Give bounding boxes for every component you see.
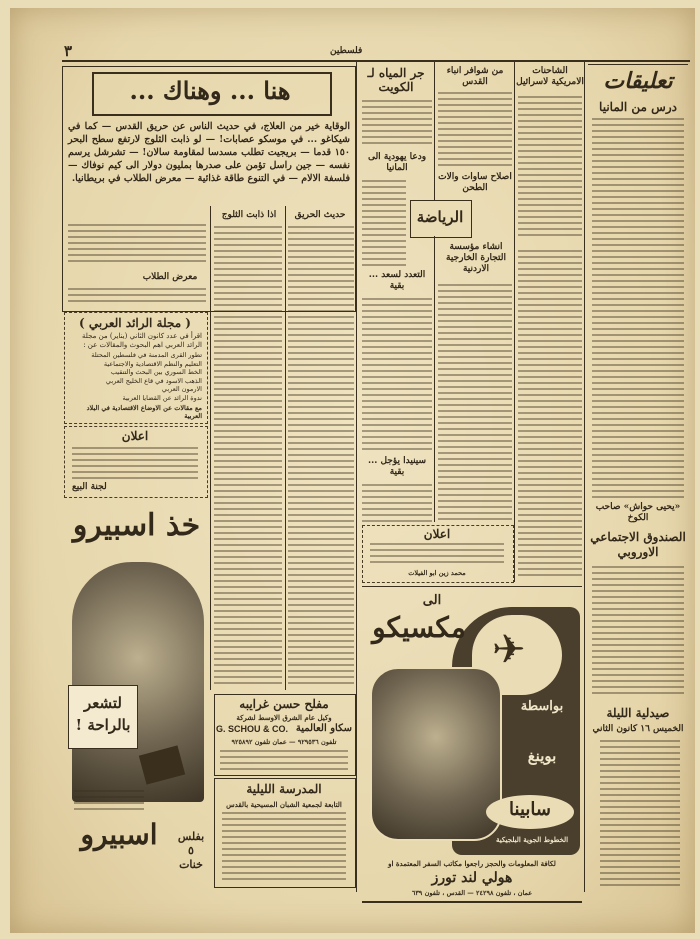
raed-item: الارمون العربي	[161, 385, 202, 393]
body-text	[592, 118, 684, 498]
body-text	[600, 740, 680, 890]
aspro-brand: اسبيرو	[80, 818, 158, 851]
pharmacy-title: صيدلية الليلة	[606, 706, 670, 720]
article-title: درس من المانيا	[599, 100, 677, 114]
masthead-title: فلسطين	[330, 46, 363, 56]
masthead-rule	[62, 60, 690, 62]
body-text	[72, 447, 198, 479]
aspro-slogan: لتشعر بالراحة !	[75, 694, 131, 734]
schou-company-row	[216, 723, 352, 734]
center-notice-signature: محمد زين ابو الفيلات	[408, 569, 466, 577]
body-text	[214, 226, 282, 686]
mexico-sabena-ad	[362, 586, 582, 903]
schou-subtitle: وكيل عام الشرق الاوسط لشركة	[236, 713, 332, 722]
body-text	[288, 226, 354, 686]
cinema-headline: سينيدا يؤجل ... بقية	[367, 456, 427, 477]
body-text	[68, 288, 206, 306]
column-rule	[434, 62, 435, 200]
jewess-headline: ودعا يهودية الى المانيا	[367, 152, 427, 173]
schou-company-en: G. SCHOU & CO.	[216, 723, 289, 734]
aircraft-label: بوينغ	[527, 747, 557, 765]
comments-section-title: تعليقات	[603, 68, 673, 94]
center-notice-title: اعلان	[423, 527, 451, 541]
body-text	[68, 224, 206, 266]
sports-headline: الرياضة	[416, 208, 464, 226]
quds-headline: من شوافر انباء القدس	[446, 66, 504, 87]
woman-hat-photo	[370, 667, 502, 841]
body-text	[370, 543, 504, 567]
column-rule	[210, 206, 211, 690]
body-text	[222, 812, 346, 880]
body-text	[362, 100, 432, 148]
airline-name: سابينا	[509, 799, 551, 820]
body-text	[74, 790, 144, 812]
subhead: معرض الطلاب	[142, 272, 198, 282]
body-text	[592, 566, 684, 696]
multi-headline: التعدد لسعد ... بقية	[368, 270, 426, 291]
column-rule	[434, 236, 435, 522]
trucks-headline: الشاحنات الامريكية لاسرائيل	[516, 66, 584, 87]
raed-title: ( مجلة الرائد العربي )	[79, 316, 191, 330]
destination: مكسيكو	[372, 611, 466, 644]
body-text	[362, 484, 432, 522]
column-rule	[356, 62, 357, 892]
raed-intro: اقرأ في عدد كانون الثاني (يناير) من مجلة الرائد العربي اهم البحوث والمقالات عن :	[82, 332, 202, 349]
column-rule	[285, 206, 286, 690]
fund-title: الصندوق الاجتماعي الاوروبي	[590, 530, 686, 559]
summary-text: الوقاية خير من العلاج، في حديث الناس عن حريق القدس — كما في شيكاغو ... في موسكو عصابات! — لو ذابت الثلوج لارتفع سطح البحر ١٥٠ قدما — بريجيت تطلب مسدسا لمقاومة سالان! — تشرشل يرسم نفسه — جين راسل تؤمن على صدرها بمليون دولار الى كيم نوفاك — فلسفة الالام — في التنوع طاقة غذائية — معرض الطلاب في بريطانيا.	[68, 121, 350, 184]
column-rule	[514, 62, 515, 582]
body-text	[438, 284, 512, 522]
body-text	[220, 750, 348, 770]
aspro-headline: خذ اسبيرو	[72, 508, 201, 543]
night-school-subtitle: التابعة لجمعية الشبان المسيحية بالقدس	[226, 800, 342, 809]
to-label: الى	[422, 593, 442, 608]
column-rule	[584, 62, 585, 892]
section-title: هنا ... وهناك ...	[129, 76, 291, 105]
body-text	[518, 250, 582, 580]
schou-phones: تلفون ٩٢٩٥٣٦ — عمان تلفون ٩٢٥٨٩٢	[231, 738, 337, 746]
slogan-card	[68, 685, 138, 749]
raed-footer: مع مقالات عن الاوضاع الاقتصادية في البلاد العربية	[86, 404, 202, 420]
raed-item: الذهب الاسود في قاع الخليج العربي	[105, 376, 202, 385]
raed-item: ندوة الرائد عن القضايا العربية	[122, 393, 202, 402]
page-number: ٣	[64, 42, 73, 60]
raed-item: تطور القرى المدمنة في فلسطين المحتلة	[91, 351, 202, 359]
kuwait-headline: جر المياه لـ الكويت	[367, 66, 425, 94]
schou-company-ar: سكاو العالمية	[295, 723, 352, 734]
trade-headline: انشاء مؤسسة التجارة الخارجية الاردنية	[446, 242, 506, 274]
aspro-price: بفلس ٥ خنات	[177, 830, 205, 871]
body-text	[518, 96, 582, 238]
author-signature: «يحيى حواش» صاحب الكوخ	[595, 502, 681, 523]
agent-name[interactable]: هولي لند تورز	[431, 870, 513, 886]
column-rule	[588, 64, 688, 65]
via-label: بواسطة	[520, 699, 564, 714]
agent-phones: عمان ، تلفون ٢٤٢٩٨ — القدس ، تلفون ٦٣٩	[411, 889, 533, 897]
airplane-icon: ✈	[492, 627, 526, 673]
notice-signature: لجنة البيع	[72, 482, 107, 492]
airline-subtitle: الخطوط الجوية البلجيكية	[495, 835, 569, 844]
night-school-title: المدرسة الليلية	[246, 782, 322, 796]
body-text	[362, 180, 406, 266]
subhead: حديث الحريق	[294, 210, 346, 220]
body-text	[362, 298, 432, 452]
body-text	[438, 92, 512, 168]
booking-info: لكافة المعلومات والحجز راجعوا مكاتب السفر المعتمدة او	[388, 859, 556, 868]
raed-list	[70, 351, 202, 402]
subhead: اذا ذابت الثلوج	[221, 210, 277, 220]
schou-name: مفلح حسن غرايبه	[239, 697, 329, 711]
raed-item: الخط السوري بين البحث والتنقيب	[110, 368, 202, 376]
smiling-woman-photo	[72, 562, 204, 802]
reform-headline: اصلاح ساوات والات الطحن	[438, 172, 512, 193]
aspro-ad	[64, 500, 209, 890]
pharmacy-date: الخميس ١٦ كانون الثاني	[592, 724, 684, 734]
raed-item: التعليم والنظم الاقتصادية والاجتماعية	[103, 359, 202, 368]
notice-title: اعلان	[121, 429, 149, 443]
